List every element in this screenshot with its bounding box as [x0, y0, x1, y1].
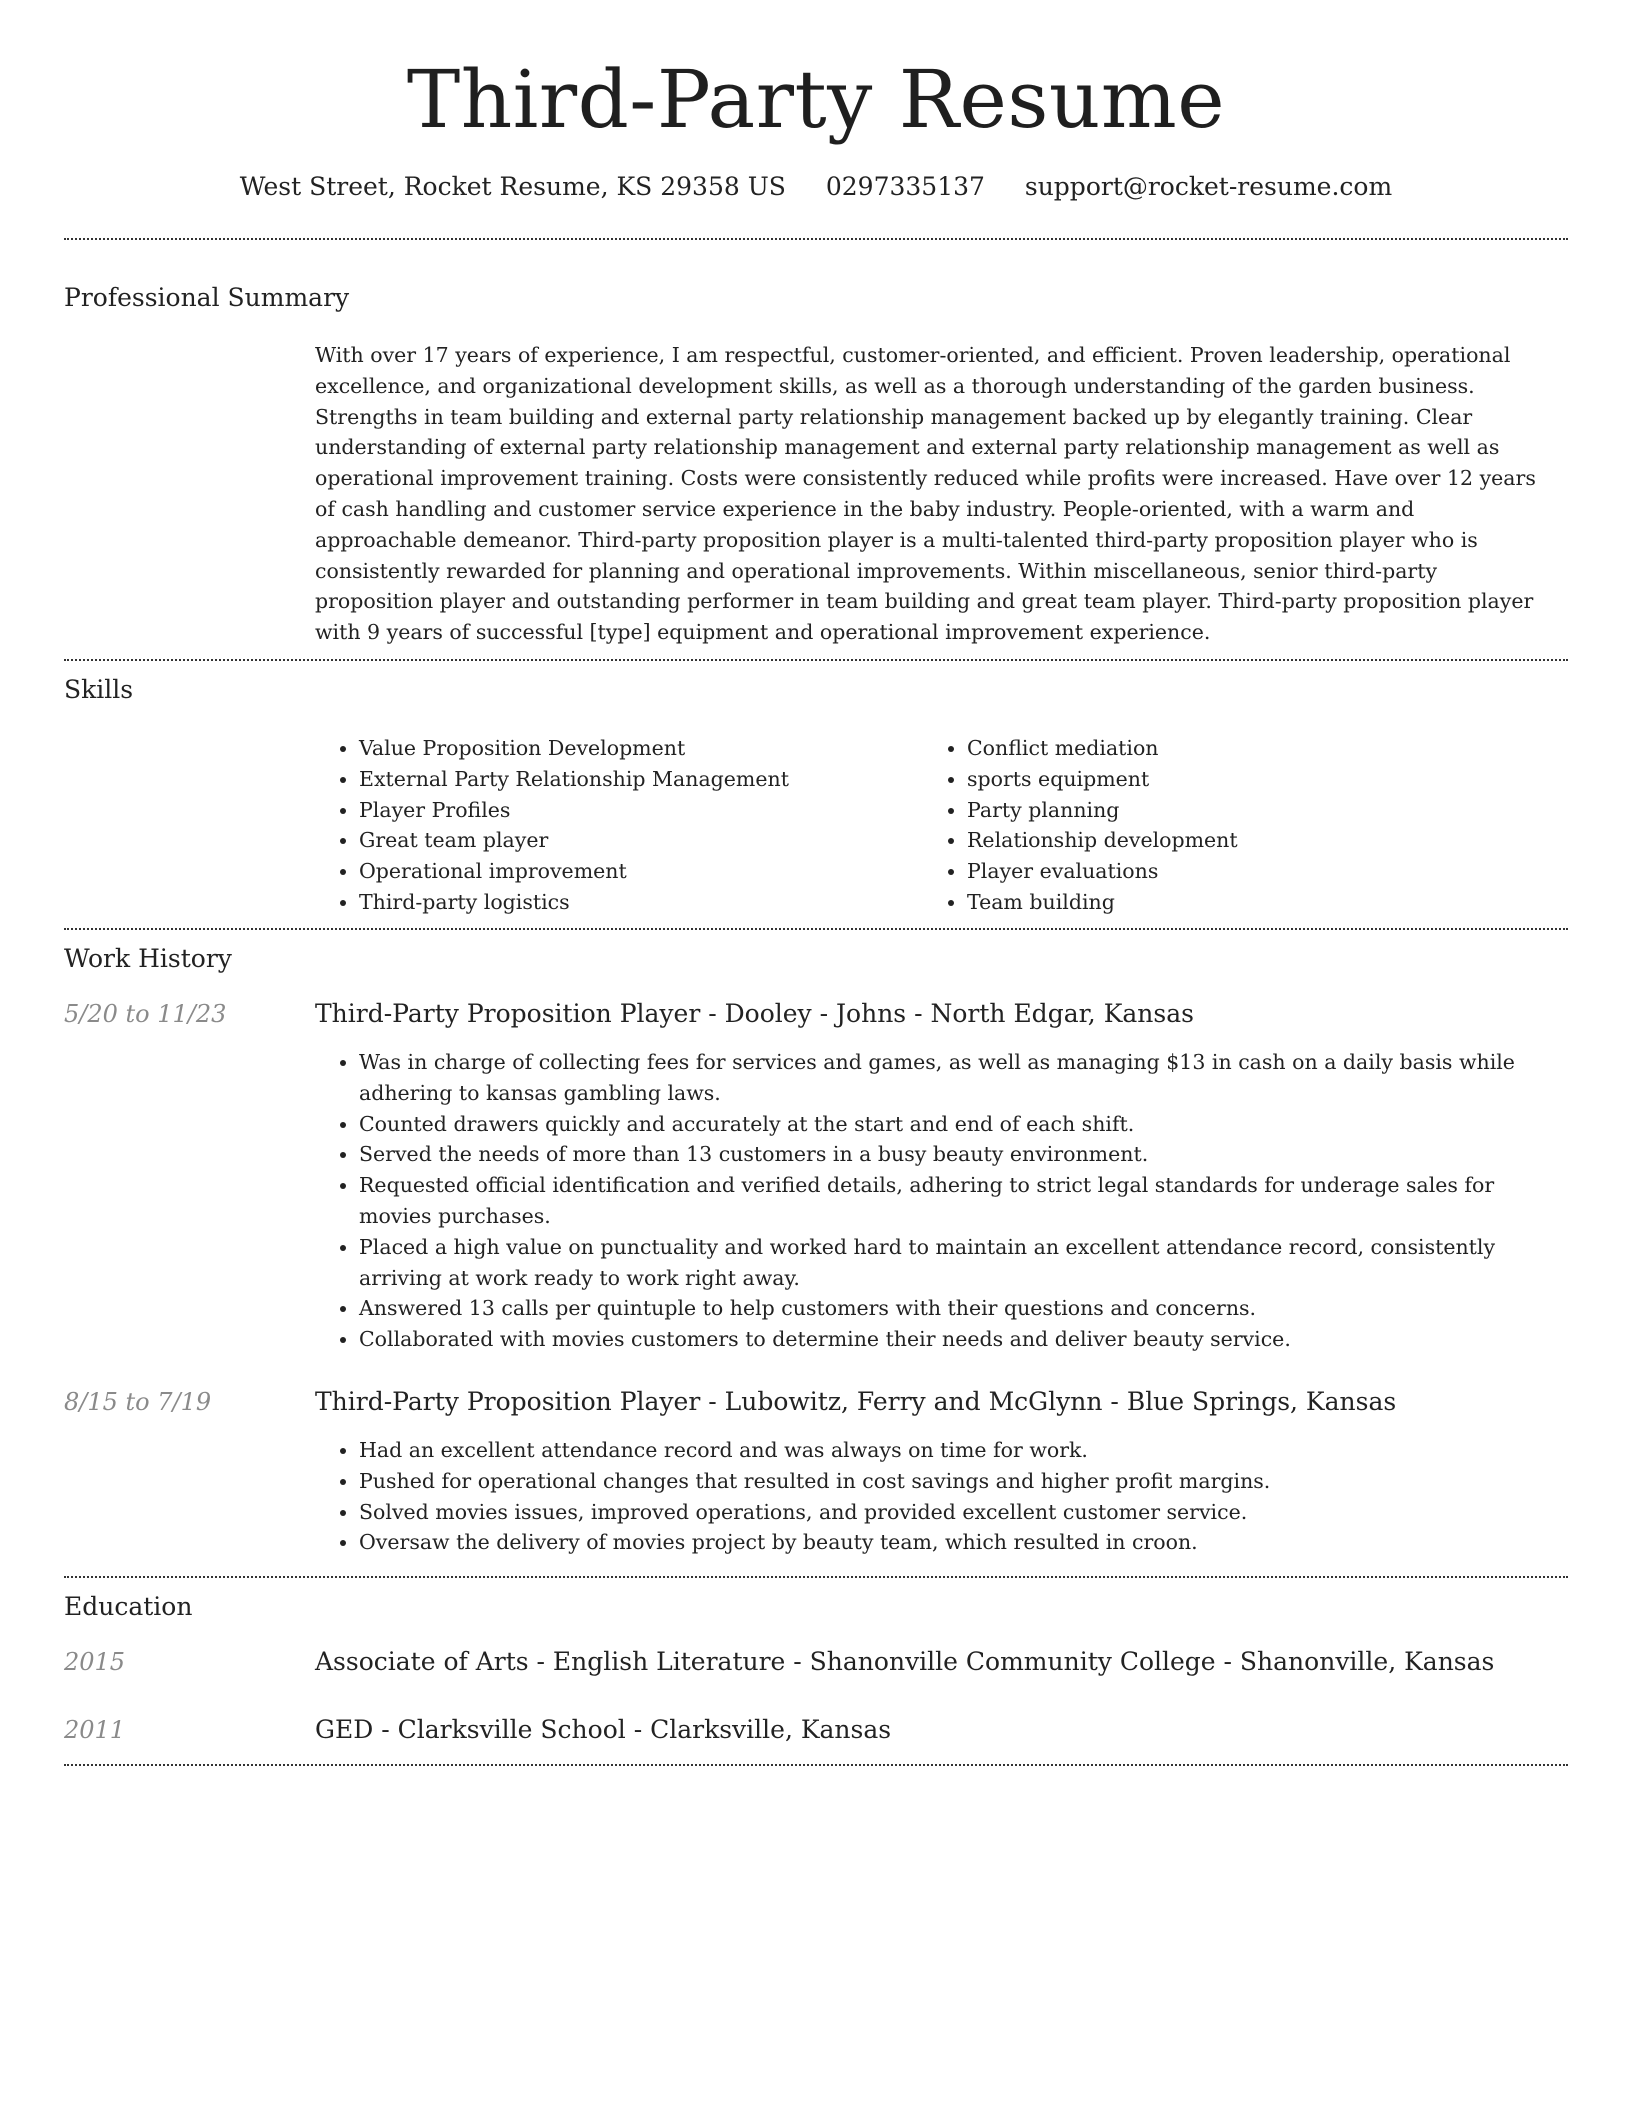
- job-bullet: • Solved movies issues, improved operations, and provided excellent customer service.: [359, 1497, 1570, 1528]
- skills-column-left: [315, 733, 915, 918]
- education-title: GED - Clarksville School - Clarksville, Kansas: [315, 1715, 892, 1744]
- section-title-skills: Skills: [64, 675, 134, 704]
- job-bullet: • Was in charge of collecting fees for services and games, as well as managing $13 in cash on a daily basis while adhering to kansas gambling laws.: [359, 1047, 1570, 1109]
- job-bullet: • Served the needs of more than 13 customers in a busy beauty environment.: [359, 1139, 1570, 1170]
- divider: [64, 238, 1568, 240]
- job-bullets: [315, 1047, 1570, 1355]
- skill-item: • External Party Relationship Management: [359, 764, 915, 795]
- contact-phone: 0297335137: [825, 172, 985, 201]
- contact-address: West Street, Rocket Resume, KS 29358 US: [239, 172, 786, 201]
- skill-item: • Team building: [967, 887, 1523, 918]
- divider: [64, 1764, 1568, 1766]
- skill-item: • Third-party logistics: [359, 887, 915, 918]
- summary-text: With over 17 years of experience, I am respectful, customer-oriented, and efficient. Proven leadership, operational excellence, and organizational development skills, as well as a thorough understanding of the garden business. Strengths in team building and external party relationship management backed up by elegantly training. Clear understanding of external party relationship management and external party relationship management as well as operational improvement training. Costs were consistently reduced while profits were increased. Have over 12 years of cash handling and customer service experience in the baby industry. People-oriented, with a warm and approachable demeanor. Third-party proposition player is a multi-talented third-party proposition player who is consistently rewarded for planning and operational improvements. Within miscellaneous, senior third-party proposition player and outstanding performer in team building and great team player. Third-party proposition player with 9 years of successful [type] equipment and operational improvement experience.: [315, 343, 1536, 645]
- contact-email: support@rocket-resume.com: [1024, 172, 1393, 201]
- job-bullets: [315, 1435, 1570, 1558]
- job-bullet: • Collaborated with movies customers to determine their needs and deliver beauty service.: [359, 1324, 1570, 1355]
- job-bullet: • Placed a high value on punctuality and worked hard to maintain an excellent attendance record, consistently arriving at work ready to work right away.: [359, 1232, 1570, 1294]
- job-bullet: • Requested official identification and verified details, adhering to strict legal standards for underage sales for movies purchases.: [359, 1170, 1570, 1232]
- education-year: 2015: [64, 1648, 126, 1676]
- job-dates: 5/20 to 11/23: [64, 1000, 227, 1028]
- skill-item: • Player evaluations: [967, 856, 1523, 887]
- job-bullet: • Had an excellent attendance record and was always on time for work.: [359, 1435, 1570, 1466]
- skill-item: • Great team player: [359, 825, 915, 856]
- skill-item: • Party planning: [967, 795, 1523, 826]
- job-bullet: • Counted drawers quickly and accurately at the start and end of each shift.: [359, 1109, 1570, 1140]
- contact-line: [0, 170, 1632, 204]
- divider: [64, 659, 1568, 661]
- skill-item: • Relationship development: [967, 825, 1523, 856]
- divider: [64, 928, 1568, 930]
- education-year: 2011: [64, 1716, 126, 1744]
- skill-item: • sports equipment: [967, 764, 1523, 795]
- resume-name: Third-Party Resume: [406, 53, 1226, 146]
- skill-item: • Value Proposition Development: [359, 733, 915, 764]
- divider: [64, 1576, 1568, 1578]
- job-title: Third-Party Proposition Player - Dooley - Johns - North Edgar, Kansas: [315, 999, 1194, 1028]
- section-title-education: Education: [64, 1592, 193, 1621]
- job-dates: 8/15 to 7/19: [64, 1388, 212, 1416]
- section-title-work: Work History: [64, 944, 232, 973]
- job-bullet: • Answered 13 calls per quintuple to help customers with their questions and concerns.: [359, 1293, 1570, 1324]
- section-title-summary: Professional Summary: [64, 283, 350, 312]
- job-title: Third-Party Proposition Player - Lubowitz, Ferry and McGlynn - Blue Springs, Kansas: [315, 1387, 1397, 1416]
- job-bullet: • Oversaw the delivery of movies project by beauty team, which resulted in croon.: [359, 1527, 1570, 1558]
- education-title: Associate of Arts - English Literature - Shanonville Community College - Shanonville, Kansas: [315, 1647, 1495, 1676]
- job-bullet: • Pushed for operational changes that resulted in cost savings and higher profit margins.: [359, 1466, 1570, 1497]
- skills-column-right: [923, 733, 1523, 918]
- skill-item: • Player Profiles: [359, 795, 915, 826]
- skill-item: • Conflict mediation: [967, 733, 1523, 764]
- skill-item: • Operational improvement: [359, 856, 915, 887]
